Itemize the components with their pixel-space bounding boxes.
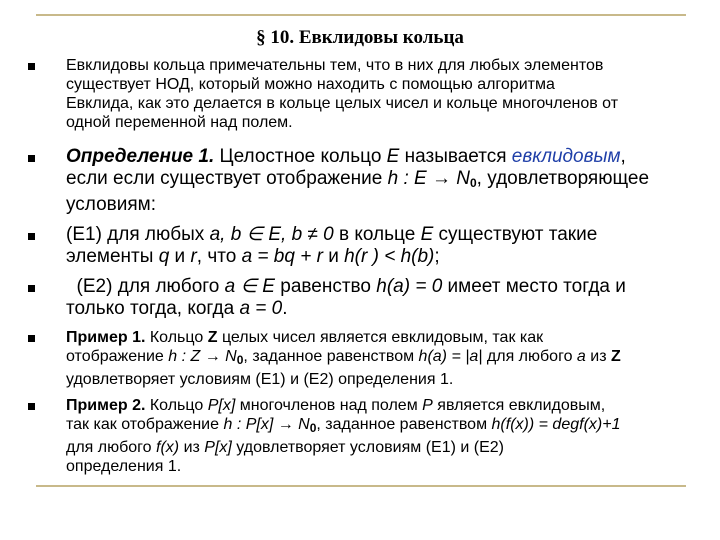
- text-line: для любого f(x) из P[x] удовлетворяет условиям (E1) и (E2): [66, 439, 504, 456]
- text-line: (E1) для любых a, b ∈ E, b ≠ 0 в кольце E существуют такие: [66, 224, 598, 245]
- section-number: § 10.: [256, 27, 295, 48]
- title-text: Евклидовы кольца: [298, 27, 464, 48]
- text-line: Евклида, как это делается в кольце целых чисел и кольце многочленов от: [66, 95, 619, 112]
- text-line: Евклидовы кольца примечательны тем, что в них для любых элементов: [66, 57, 604, 74]
- text-line: условиям:: [66, 194, 156, 215]
- example-label: Пример 2.: [66, 397, 146, 414]
- bullet-icon: [28, 285, 35, 292]
- text-line: если если существует отображение h : $E \to N_0$, удовлетворяющее: [66, 168, 650, 190]
- bullet-icon: [28, 155, 35, 162]
- defined-term: евклидовым: [511, 146, 621, 167]
- example-2: [66, 396, 706, 476]
- paragraph-intro: [66, 56, 706, 132]
- bullet-icon: [28, 335, 35, 342]
- text-line: Определение 1. Целостное кольцо E называется евклидовым,: [66, 146, 626, 167]
- text-line: одной переменной над полем.: [66, 114, 293, 131]
- bullet-icon: [28, 233, 35, 240]
- definition-paragraph: [66, 146, 706, 216]
- text-line: (E2) для любого a ∈ E равенство h(a) = 0 имеет место тогда и: [66, 276, 626, 297]
- text-line: определения 1.: [66, 458, 182, 475]
- condition-e2: [66, 276, 706, 320]
- text-line: Пример 2. Кольцо P[x] многочленов над полем P является евклидовым,: [66, 397, 606, 414]
- bullet-icon: [28, 403, 35, 410]
- text-line: отображение h : $Z \to N_0$, заданное равенством h(a) = |a| для любого a из Z: [66, 348, 621, 367]
- bullet-icon: [28, 63, 35, 70]
- condition-e1: [66, 224, 706, 268]
- top-rule: [36, 14, 686, 16]
- example-label: Пример 1.: [66, 329, 146, 346]
- example-1: [66, 328, 706, 389]
- text-line: только тогда, когда a = 0.: [66, 298, 288, 319]
- slide-title: [0, 27, 720, 49]
- bottom-rule: [36, 485, 686, 487]
- text-line: элементы q и r, что a = bq + r и h(r ) < h(b);: [66, 246, 440, 267]
- text-line: существует НОД, который можно находить с помощью алгоритма: [66, 76, 555, 93]
- definition-label: Определение 1.: [66, 146, 215, 167]
- text-line: так как отображение h : $P[x] \to N_0$, заданное равенством h(f(x)) = degf(x)+1: [66, 416, 621, 435]
- text-line: удовлетворяет условиям (E1) и (E2) определения 1.: [66, 371, 454, 388]
- text-line: Пример 1. Кольцо Z целых чисел является евклидовым, так как: [66, 329, 544, 346]
